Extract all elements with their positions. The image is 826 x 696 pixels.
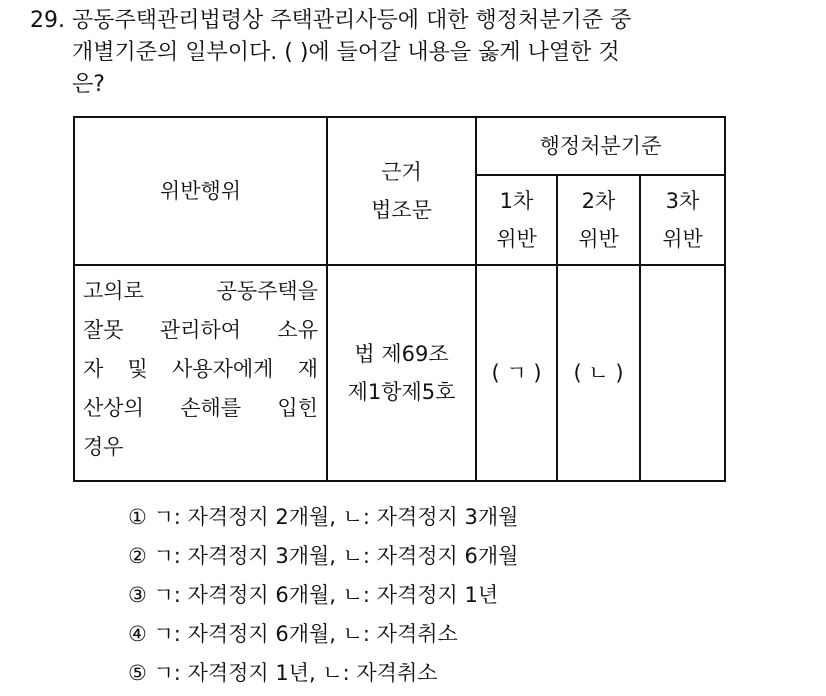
option-4[interactable]: ④ ㄱ: 자격정지 6개월, ㄴ: 자격취소 — [128, 622, 458, 646]
violation-line: 잘못 관리하여 소유 — [83, 318, 318, 342]
third-violation-cell — [640, 265, 725, 481]
violation-line: 고의로 공동주택을 — [83, 279, 318, 303]
header-standard: 행정처분기준 — [476, 117, 725, 175]
header-second-violation — [557, 175, 640, 265]
second-violation-blank: ( ㄴ ) — [557, 265, 640, 481]
question-line: 개별기준의 일부이다. ( )에 들어갈 내용을 옳게 나열한 것 — [72, 40, 620, 65]
question-line: 은? — [72, 72, 105, 97]
basis-article — [327, 265, 476, 481]
question-line: 공동주택관리법령상 주택관리사등에 대한 행정처분기준 중 — [72, 8, 632, 33]
penalty-table — [73, 116, 726, 482]
basis-line: 법 제69조 — [354, 342, 449, 366]
header-text: 2차 — [581, 189, 616, 213]
header-text: 위반 — [578, 227, 619, 251]
header-basis-line: 법조문 — [371, 198, 432, 222]
header-text: 1차 — [499, 189, 534, 213]
violation-line: 경우 — [83, 435, 124, 459]
violation-description — [74, 265, 327, 481]
answer-options — [128, 498, 518, 693]
first-violation-blank: ( ㄱ ) — [476, 265, 557, 481]
question-number: 29. — [30, 8, 65, 33]
option-2[interactable]: ② ㄱ: 자격정지 3개월, ㄴ: 자격정지 6개월 — [128, 544, 519, 568]
violation-line: 산상의 손해를 입힌 — [83, 396, 318, 420]
header-basis-line: 근거 — [381, 160, 422, 184]
basis-line: 제1항제5호 — [347, 380, 456, 404]
header-violation: 위반행위 — [74, 117, 327, 265]
header-text: 위반 — [496, 227, 537, 251]
option-3[interactable]: ③ ㄱ: 자격정지 6개월, ㄴ: 자격정지 1년 — [128, 583, 499, 607]
header-text: 위반 — [662, 227, 703, 251]
header-basis — [327, 117, 476, 265]
violation-line: 자 및 사용자에게 재 — [83, 357, 318, 381]
header-text: 3차 — [665, 189, 700, 213]
option-5[interactable]: ⑤ ㄱ: 자격정지 1년, ㄴ: 자격취소 — [128, 661, 438, 685]
header-first-violation — [476, 175, 557, 265]
option-1[interactable]: ① ㄱ: 자격정지 2개월, ㄴ: 자격정지 3개월 — [128, 505, 519, 529]
header-third-violation — [640, 175, 725, 265]
